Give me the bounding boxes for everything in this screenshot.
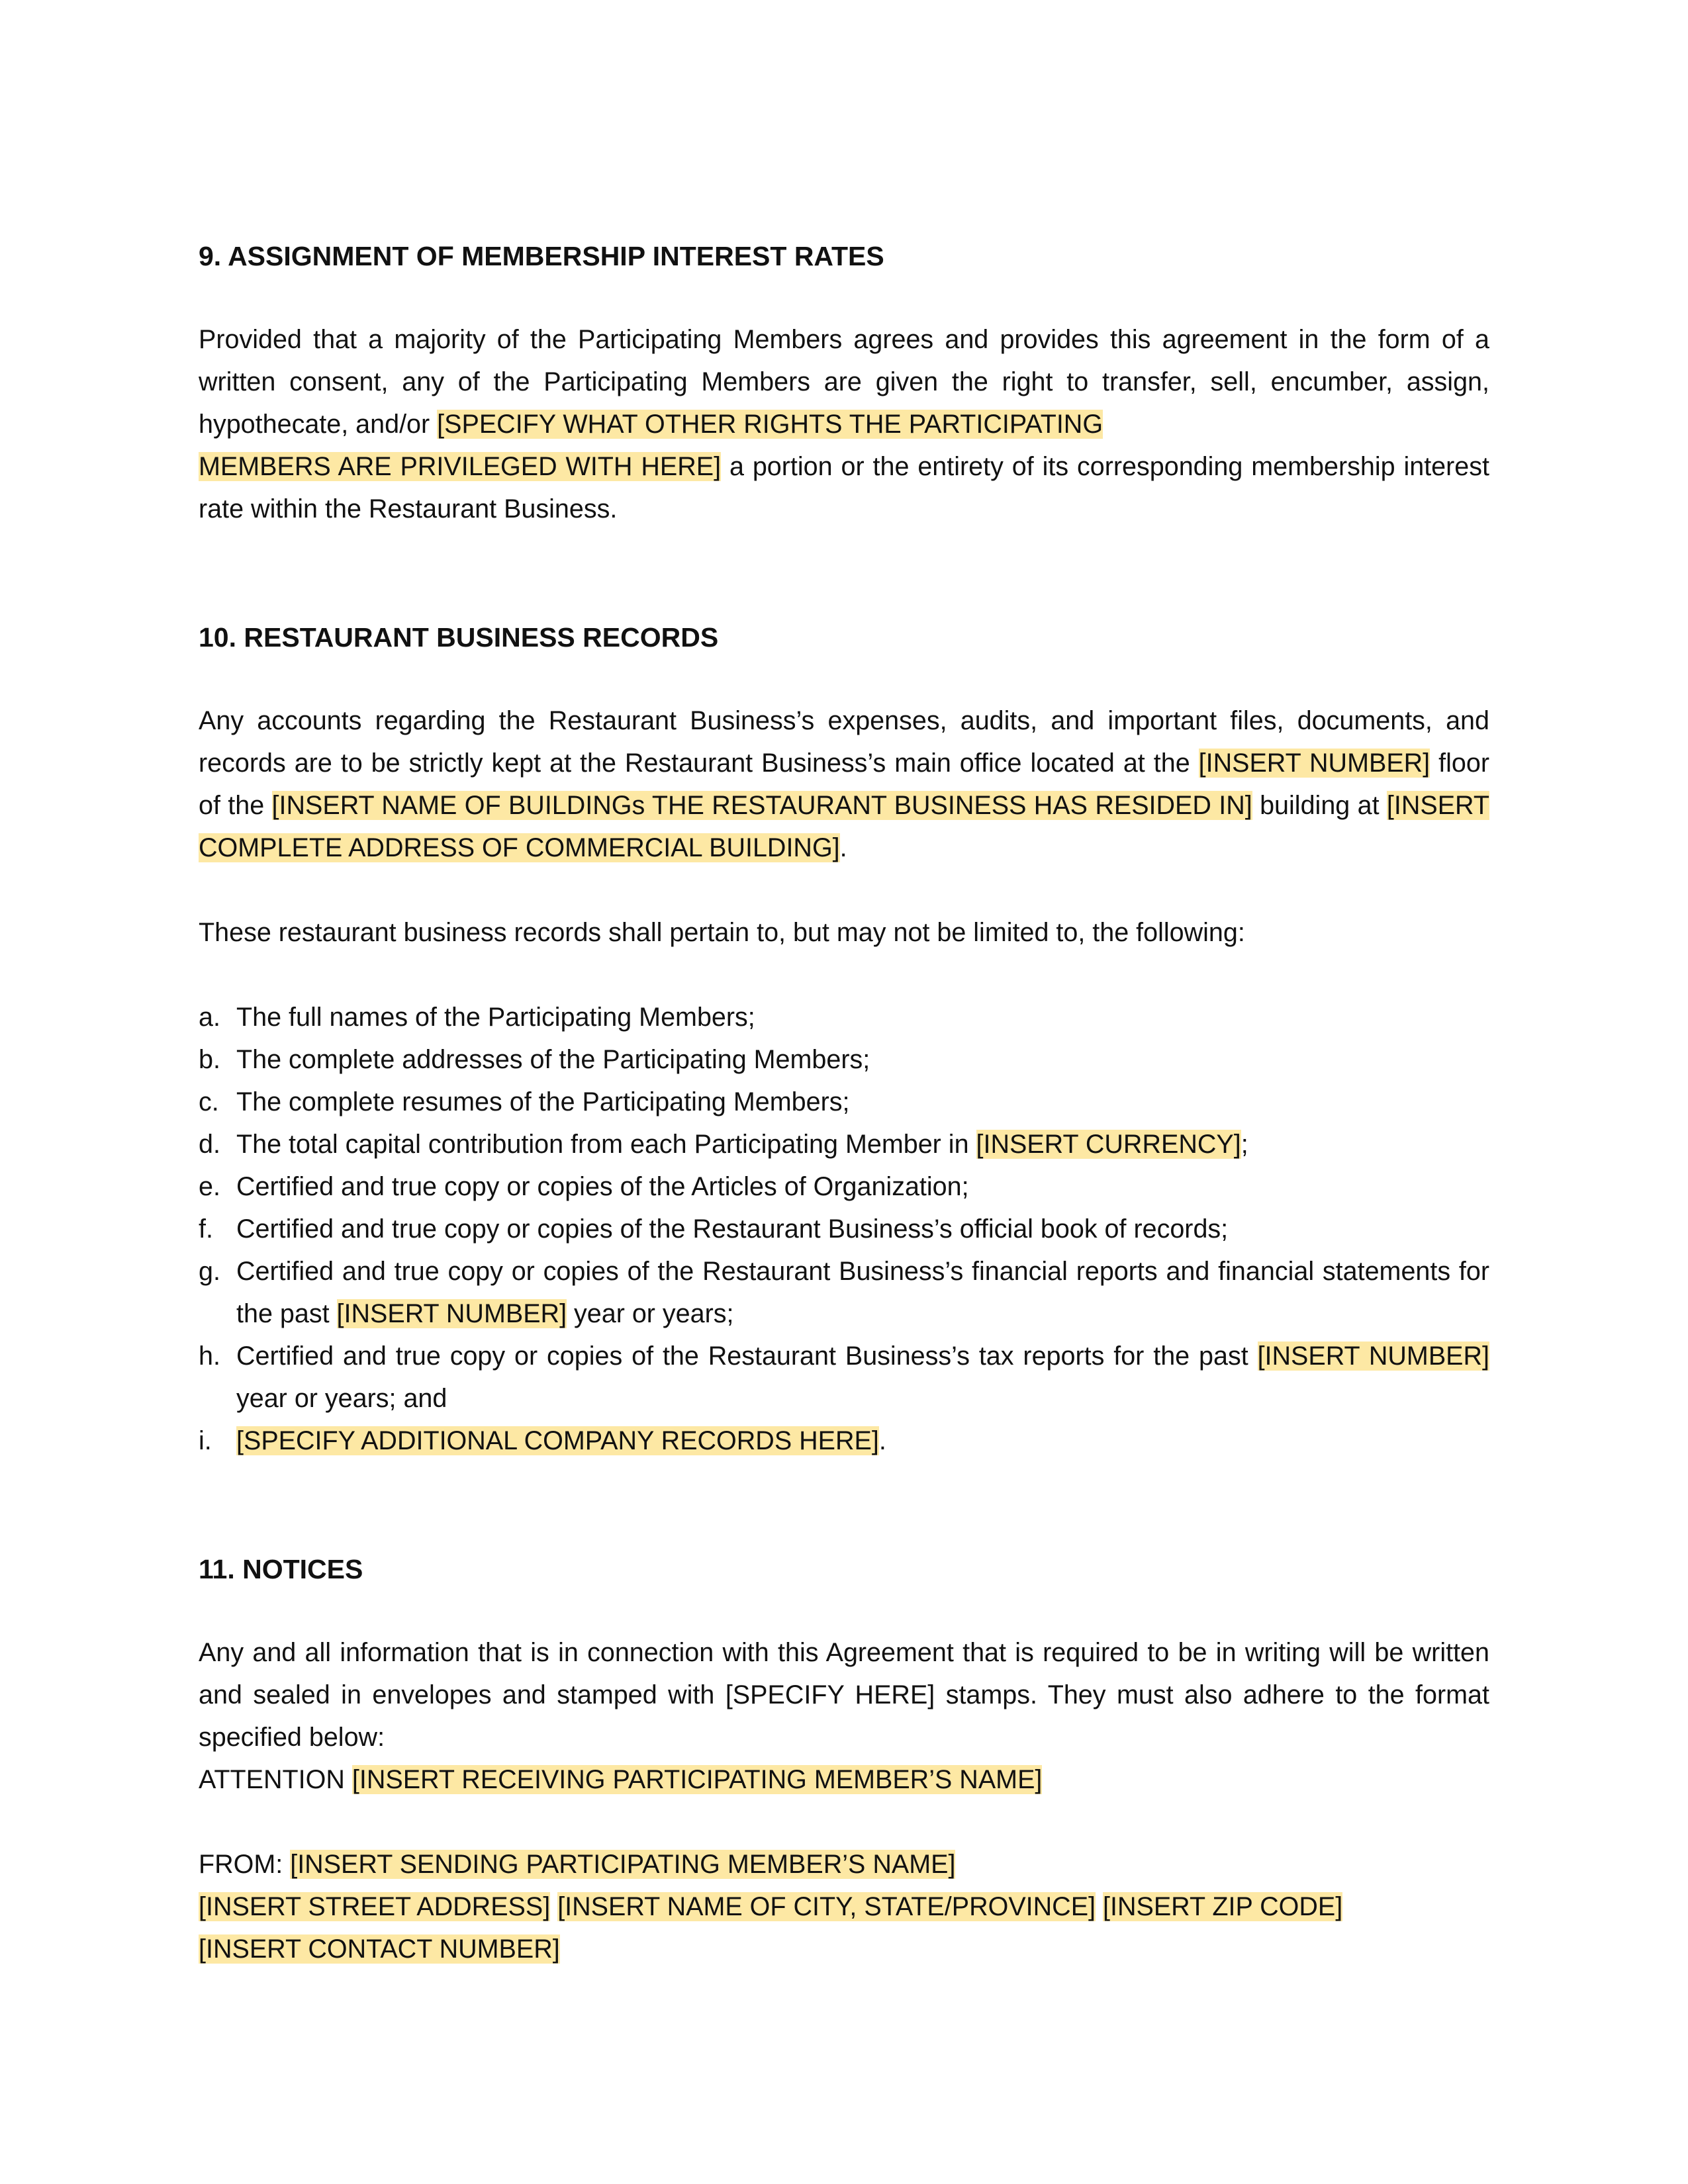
- records-list: [199, 996, 1489, 1462]
- placeholder-highlight: [INSERT NUMBER]: [1198, 749, 1430, 778]
- records-intro: These restaurant business records shall pertain to, but may not be limited to, the following:: [199, 918, 1245, 947]
- placeholder-highlight: MEMBERS ARE PRIVILEGED WITH HERE]: [199, 452, 722, 481]
- list-item: h. Certified and true copy or copies of the Restaurant Business’s tax reports for the past [INSERT NUMBER] year or years; and: [199, 1342, 1490, 1413]
- attention-line: ATTENTION [INSERT RECEIVING PARTICIPATING MEMBER’S NAME]: [199, 1765, 1043, 1794]
- list-item: g. Certified and true copy or copies of the Restaurant Business’s financial reports and financial statements for the past [INSERT NUMBER] year or years;: [199, 1257, 1489, 1328]
- placeholder-highlight: [INSERT COMPLETE ADDRESS OF COMMERCIAL BUILDING]: [199, 791, 1489, 862]
- placeholder-highlight: [INSERT NAME OF BUILDINGs THE RESTAURANT BUSINESS HAS RESIDED IN]: [271, 791, 1252, 820]
- section-10-heading: 10. RESTAURANT BUSINESS RECORDS: [199, 622, 719, 653]
- placeholder-highlight: [INSERT ZIP CODE]: [1103, 1892, 1343, 1921]
- from-line: FROM: [INSERT SENDING PARTICIPATING MEMBER’S NAME]: [199, 1850, 956, 1879]
- section-11-heading: 11. NOTICES: [199, 1554, 363, 1584]
- placeholder-highlight: [INSERT STREET ADDRESS]: [199, 1892, 551, 1921]
- list-item: c. The complete resumes of the Participating Members;: [199, 1087, 850, 1116]
- list-item: f. Certified and true copy or copies of the Restaurant Business’s official book of records;: [199, 1214, 1229, 1244]
- placeholder-highlight: [SPECIFY ADDITIONAL COMPANY RECORDS HERE]: [236, 1426, 879, 1455]
- placeholder-highlight: [INSERT RECEIVING PARTICIPATING MEMBER’S NAME]: [352, 1765, 1043, 1794]
- placeholder-highlight: [INSERT NUMBER]: [336, 1299, 567, 1328]
- section-9-paragraph: Provided that a majority of the Participating Members agrees and provides this agreement in the form of a written consent, any of the Participating Members are given the right to transfer, sell, encumber, assign, hypothecate, and/or [SPECIFY WHAT OTHER RIGHTS THE PARTICIPATING MEMBERS ARE PRIVILEGED WITH HERE] a portion or the entirety of its corresponding membership interest rate within the Restaurant Business.: [199, 325, 1489, 523]
- section-10-paragraph: Any accounts regarding the Restaurant Business’s expenses, audits, and important files, documents, and records are to be strictly kept at the Restaurant Business’s main office located at the [INSERT NUMBER] floor of the [INSERT NAME OF BUILDINGs THE RESTAURANT BUSINESS HAS RESIDED IN] building at [INSERT COMPLETE ADDRESS OF COMMERCIAL BUILDING].: [199, 706, 1489, 862]
- placeholder-highlight: [INSERT CONTACT NUMBER]: [199, 1934, 560, 1964]
- placeholder-highlight: [SPECIFY WHAT OTHER RIGHTS THE PARTICIPATING: [437, 410, 1103, 439]
- list-item: i. [SPECIFY ADDITIONAL COMPANY RECORDS HERE].: [199, 1426, 886, 1455]
- section-9-heading: 9. ASSIGNMENT OF MEMBERSHIP INTEREST RATES: [199, 241, 884, 271]
- placeholder-highlight: [INSERT CURRENCY]: [976, 1130, 1241, 1159]
- document-page: [199, 235, 1489, 1970]
- address-line: [199, 1886, 1489, 1928]
- placeholder-highlight: [INSERT NAME OF CITY, STATE/PROVINCE]: [557, 1892, 1096, 1921]
- list-item: e. Certified and true copy or copies of the Articles of Organization;: [199, 1172, 969, 1201]
- list-item: b. The complete addresses of the Participating Members;: [199, 1045, 870, 1074]
- placeholder-highlight: [INSERT NUMBER]: [1257, 1342, 1490, 1371]
- placeholder-highlight: [INSERT SENDING PARTICIPATING MEMBER’S NAME]: [290, 1850, 956, 1879]
- section-11-paragraph: Any and all information that is in connection with this Agreement that is required to be in writing will be written and sealed in envelopes and stamped with [SPECIFY HERE] stamps. They must also adhere to the format specified below:: [199, 1638, 1489, 1752]
- list-item: d. The total capital contribution from each Participating Member in [INSERT CURRENCY];: [199, 1130, 1248, 1159]
- list-item: a. The full names of the Participating Members;: [199, 1003, 755, 1032]
- contact-line: [199, 1928, 1489, 1970]
